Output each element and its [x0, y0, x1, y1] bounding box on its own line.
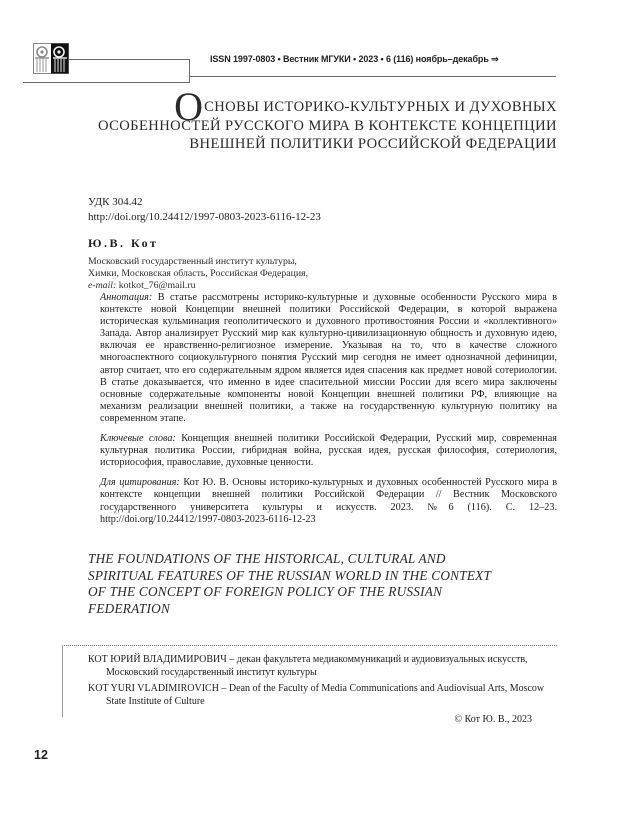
citation-text: Кот Ю. В. Основы историко-культурных и духовных особенностей Русского мира в контексте концепции внешней политики Российской Федерации // Вестник Московского государственного университета культуры и искусств. 2023. №6 (116). С. 12–23. http://doi.org/10.24412/1997-0803-2023-6116-12-23: [100, 477, 558, 525]
email-label: e-mail:: [88, 280, 117, 291]
footer-left-rule: [62, 645, 63, 717]
journal-running-head: ISSN 1997-0803 • Вестник МГУКИ • 2023 • 6 (116) ноябрь–декабрь ⇒: [210, 54, 499, 64]
article-title-ru: [60, 84, 557, 154]
header-rule: [189, 76, 556, 77]
decor-line-under-logo: [23, 82, 189, 83]
affiliation-email-line: [88, 280, 308, 292]
abstract-block: [100, 292, 557, 534]
page-number: 12: [34, 748, 48, 762]
dotted-divider: [62, 645, 557, 646]
citation-paragraph: [100, 477, 557, 525]
ionic-column-icon: [33, 43, 69, 74]
keywords-paragraph: [100, 433, 557, 469]
article-title-en: THE FOUNDATIONS OF THE HISTORICAL, CULTURAL AND SPIRITUAL FEATURES OF THE RUSSIAN WORLD IN THE CONTEXT OF THE CONCEPT OF FOREIGN POLICY OF THE RUSSIAN FEDERATION: [88, 551, 491, 616]
citation-label: Для цитирования:: [100, 477, 180, 489]
keywords-label: Ключевые слова:: [100, 433, 176, 445]
doi-link: http://doi.org/10.24412/1997-0803-2023-6116-12-23: [88, 211, 321, 223]
footer-authors: [88, 654, 558, 712]
decor-line-top: [69, 59, 189, 60]
abstract-label: Аннотация:: [100, 292, 153, 303]
author-name: Ю.В. Кот: [88, 236, 159, 250]
affiliation-line: Химки, Московская область, Российская Федерация,: [88, 268, 309, 279]
email-value: kotkot_76@mail.ru: [118, 280, 196, 291]
title-dropcap: О: [174, 84, 205, 129]
abstract-paragraph: [100, 292, 557, 425]
abstract-text: В статье рассмотрены историко-культурные и духовные особенности Русского мира в контексте новой Концепции внешней политики Российской Федерации, в которой выражена историческая кульминация геополитического и духовного противостояния России и «коллективного» Запада. Автор анализирует Русский мир как культурно-цивилизационную общность и духовную идею, включая ее нравственно-религиозное измерение. Указывая на то, что в качестве сложного многоаспектного социокультурного понятия Русский мир сегодня не имеет однозначной дефиниции, автор считает, что его содержательным ядром является идея спасения как предмет новой сотериологии. В статье доказывается, что именно в идее спасительной миссии России для всего мира заключены основные содержательные компоненты новой Концепции внешней политики РФ, влияющие на механизм реализации внешней политики, а также на государственную культурную политику на современном этапе.: [100, 292, 558, 424]
footer-author-en: KOT YURI VLADIMIROVICH – Dean of the Faculty of Media Communications and Audiovisual Arts, Moscow State Institute of Culture: [88, 683, 545, 707]
keywords-text: Концепция внешней политики Российской Федерации, Русский мир, современная культурная политика России, гибридная война, русская идея, русская философия, сотериология, историософия, православие, духовные ценности.: [100, 433, 557, 469]
affiliation-line: Московский государственный институт культуры,: [88, 256, 297, 267]
journal-logo: [33, 43, 69, 74]
author-affiliation: [88, 256, 308, 292]
udk-number: УДК 304.42: [88, 196, 143, 208]
footer-author-ru: КОТ ЮРИЙ ВЛАДИМИРОВИЧ – декан факультета медиакоммуникаций и аудиовизуальных искусств, Московский государственный институт культуры: [88, 654, 528, 678]
title-rest: СНОВЫ ИСТОРИКО-КУЛЬТУРНЫХ И ДУХОВНЫХ ОСОБЕННОСТЕЙ РУССКОГО МИРА В КОНТЕКСТЕ КОНЦЕПЦИИ ВНЕШНЕЙ ПОЛИТИКИ РОССИЙСКОЙ ФЕДЕРАЦИИ: [97, 99, 557, 153]
copyright-line: © Кот Ю. В., 2023: [454, 714, 532, 725]
decor-line-vertical: [189, 59, 190, 83]
